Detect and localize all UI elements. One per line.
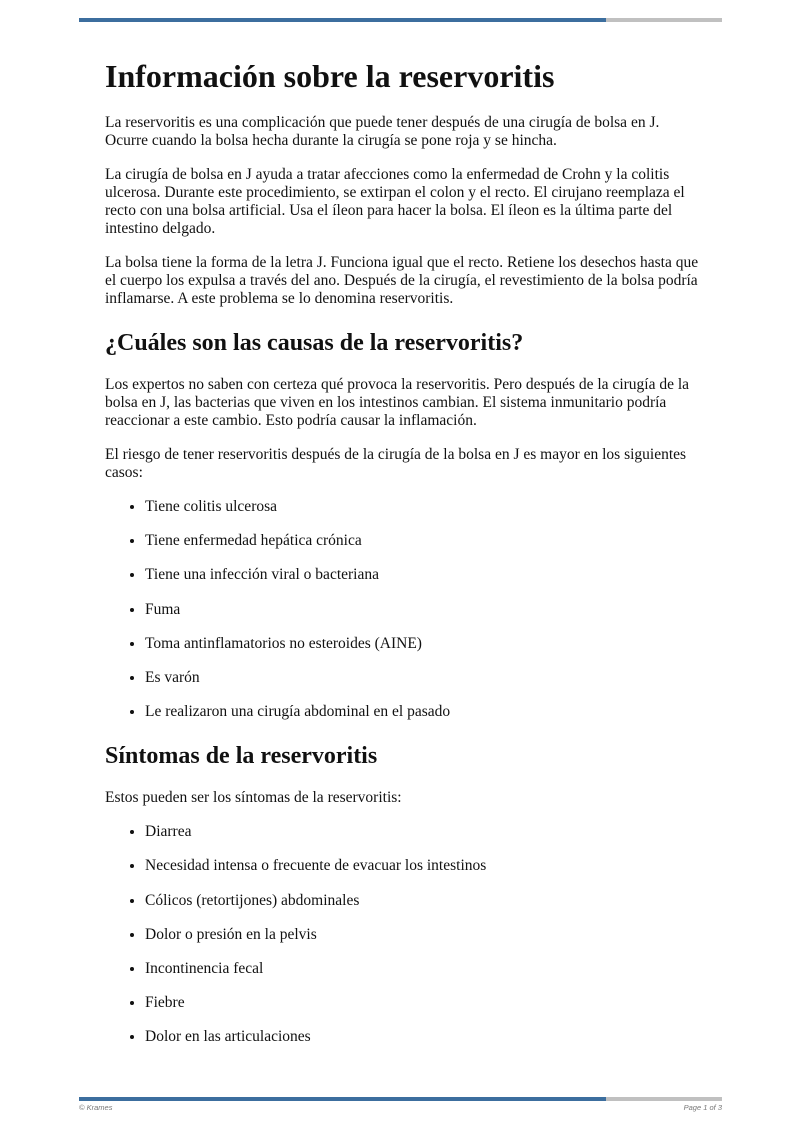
footer-progress-bar <box>79 1097 722 1101</box>
list-item: • Tiene enfermedad hepática crónica <box>145 532 705 550</box>
causes-paragraph: Los expertos no saben con certeza qué provoca la reservoritis. Pero después de la cirugía de la bolsa en J, las bacterias que viven en los intestinos cambian. El sistema inmunitario podría reaccionar a este cambio. Esto podría causar la inflamación. <box>105 376 690 429</box>
intro-paragraph: La cirugía de bolsa en J ayuda a tratar afecciones como la enfermedad de Crohn y la colitis ulcerosa. Durante este procedimiento, se extirpan el colon y el recto. El cirujano reemplaza el recto con una bolsa artificial. Usa el íleon para hacer la bolsa. El íleon es la última parte del intestino delgado. <box>105 166 685 237</box>
symptoms-list <box>105 823 705 1046</box>
intro-paragraph: La reservoritis es una complicación que puede tener después de una cirugía de bolsa en J. Ocurre cuando la bolsa hecha durante la cirugía se pone roja y se hincha. <box>105 114 660 149</box>
page-number: Page 1 of 3 <box>683 1103 722 1112</box>
list-item: • Es varón <box>145 669 705 687</box>
causes-paragraph: El riesgo de tener reservoritis después de la cirugía de la bolsa en J es mayor en los siguientes casos: <box>105 446 687 481</box>
list-item: • Necesidad intensa o frecuente de evacuar los intestinos <box>145 857 705 875</box>
page-title: Información sobre la reservoritis <box>105 58 555 94</box>
list-item: • Incontinencia fecal <box>145 960 705 978</box>
list-item: • Tiene una infección viral o bacteriana <box>145 566 705 584</box>
causes-heading: ¿Cuáles son las causas de la reservoritis? <box>105 330 524 356</box>
intro-paragraph: La bolsa tiene la forma de la letra J. Funciona igual que el recto. Retiene los desechos hasta que el cuerpo los expulsa a través del ano. Después de la cirugía, el revestimiento de la bolsa podría inflamarse. A este problema se lo denomina reservoritis. <box>105 254 699 307</box>
list-item: • Diarrea <box>145 823 705 841</box>
footer-progress-fill <box>79 1097 606 1101</box>
symptoms-heading: Síntomas de la reservoritis <box>105 743 378 770</box>
list-item: • Fiebre <box>145 994 705 1012</box>
list-item: • Le realizaron una cirugía abdominal en el pasado <box>145 703 705 721</box>
list-item: • Dolor en las articulaciones <box>145 1028 705 1046</box>
list-item: • Cólicos (retortijones) abdominales <box>145 892 705 910</box>
symptoms-intro: Estos pueden ser los síntomas de la reservoritis: <box>105 789 402 807</box>
list-item: • Dolor o presión en la pelvis <box>145 926 705 944</box>
list-item: • Fuma <box>145 601 705 619</box>
risk-factors-list <box>105 498 705 721</box>
header-progress-fill <box>79 18 606 22</box>
document-body <box>105 56 705 1062</box>
header-progress-bar <box>79 18 722 22</box>
copyright-text: © Krames <box>79 1103 113 1112</box>
list-item: • Toma antinflamatorios no esteroides (AINE) <box>145 635 705 653</box>
list-item: • Tiene colitis ulcerosa <box>145 498 705 516</box>
